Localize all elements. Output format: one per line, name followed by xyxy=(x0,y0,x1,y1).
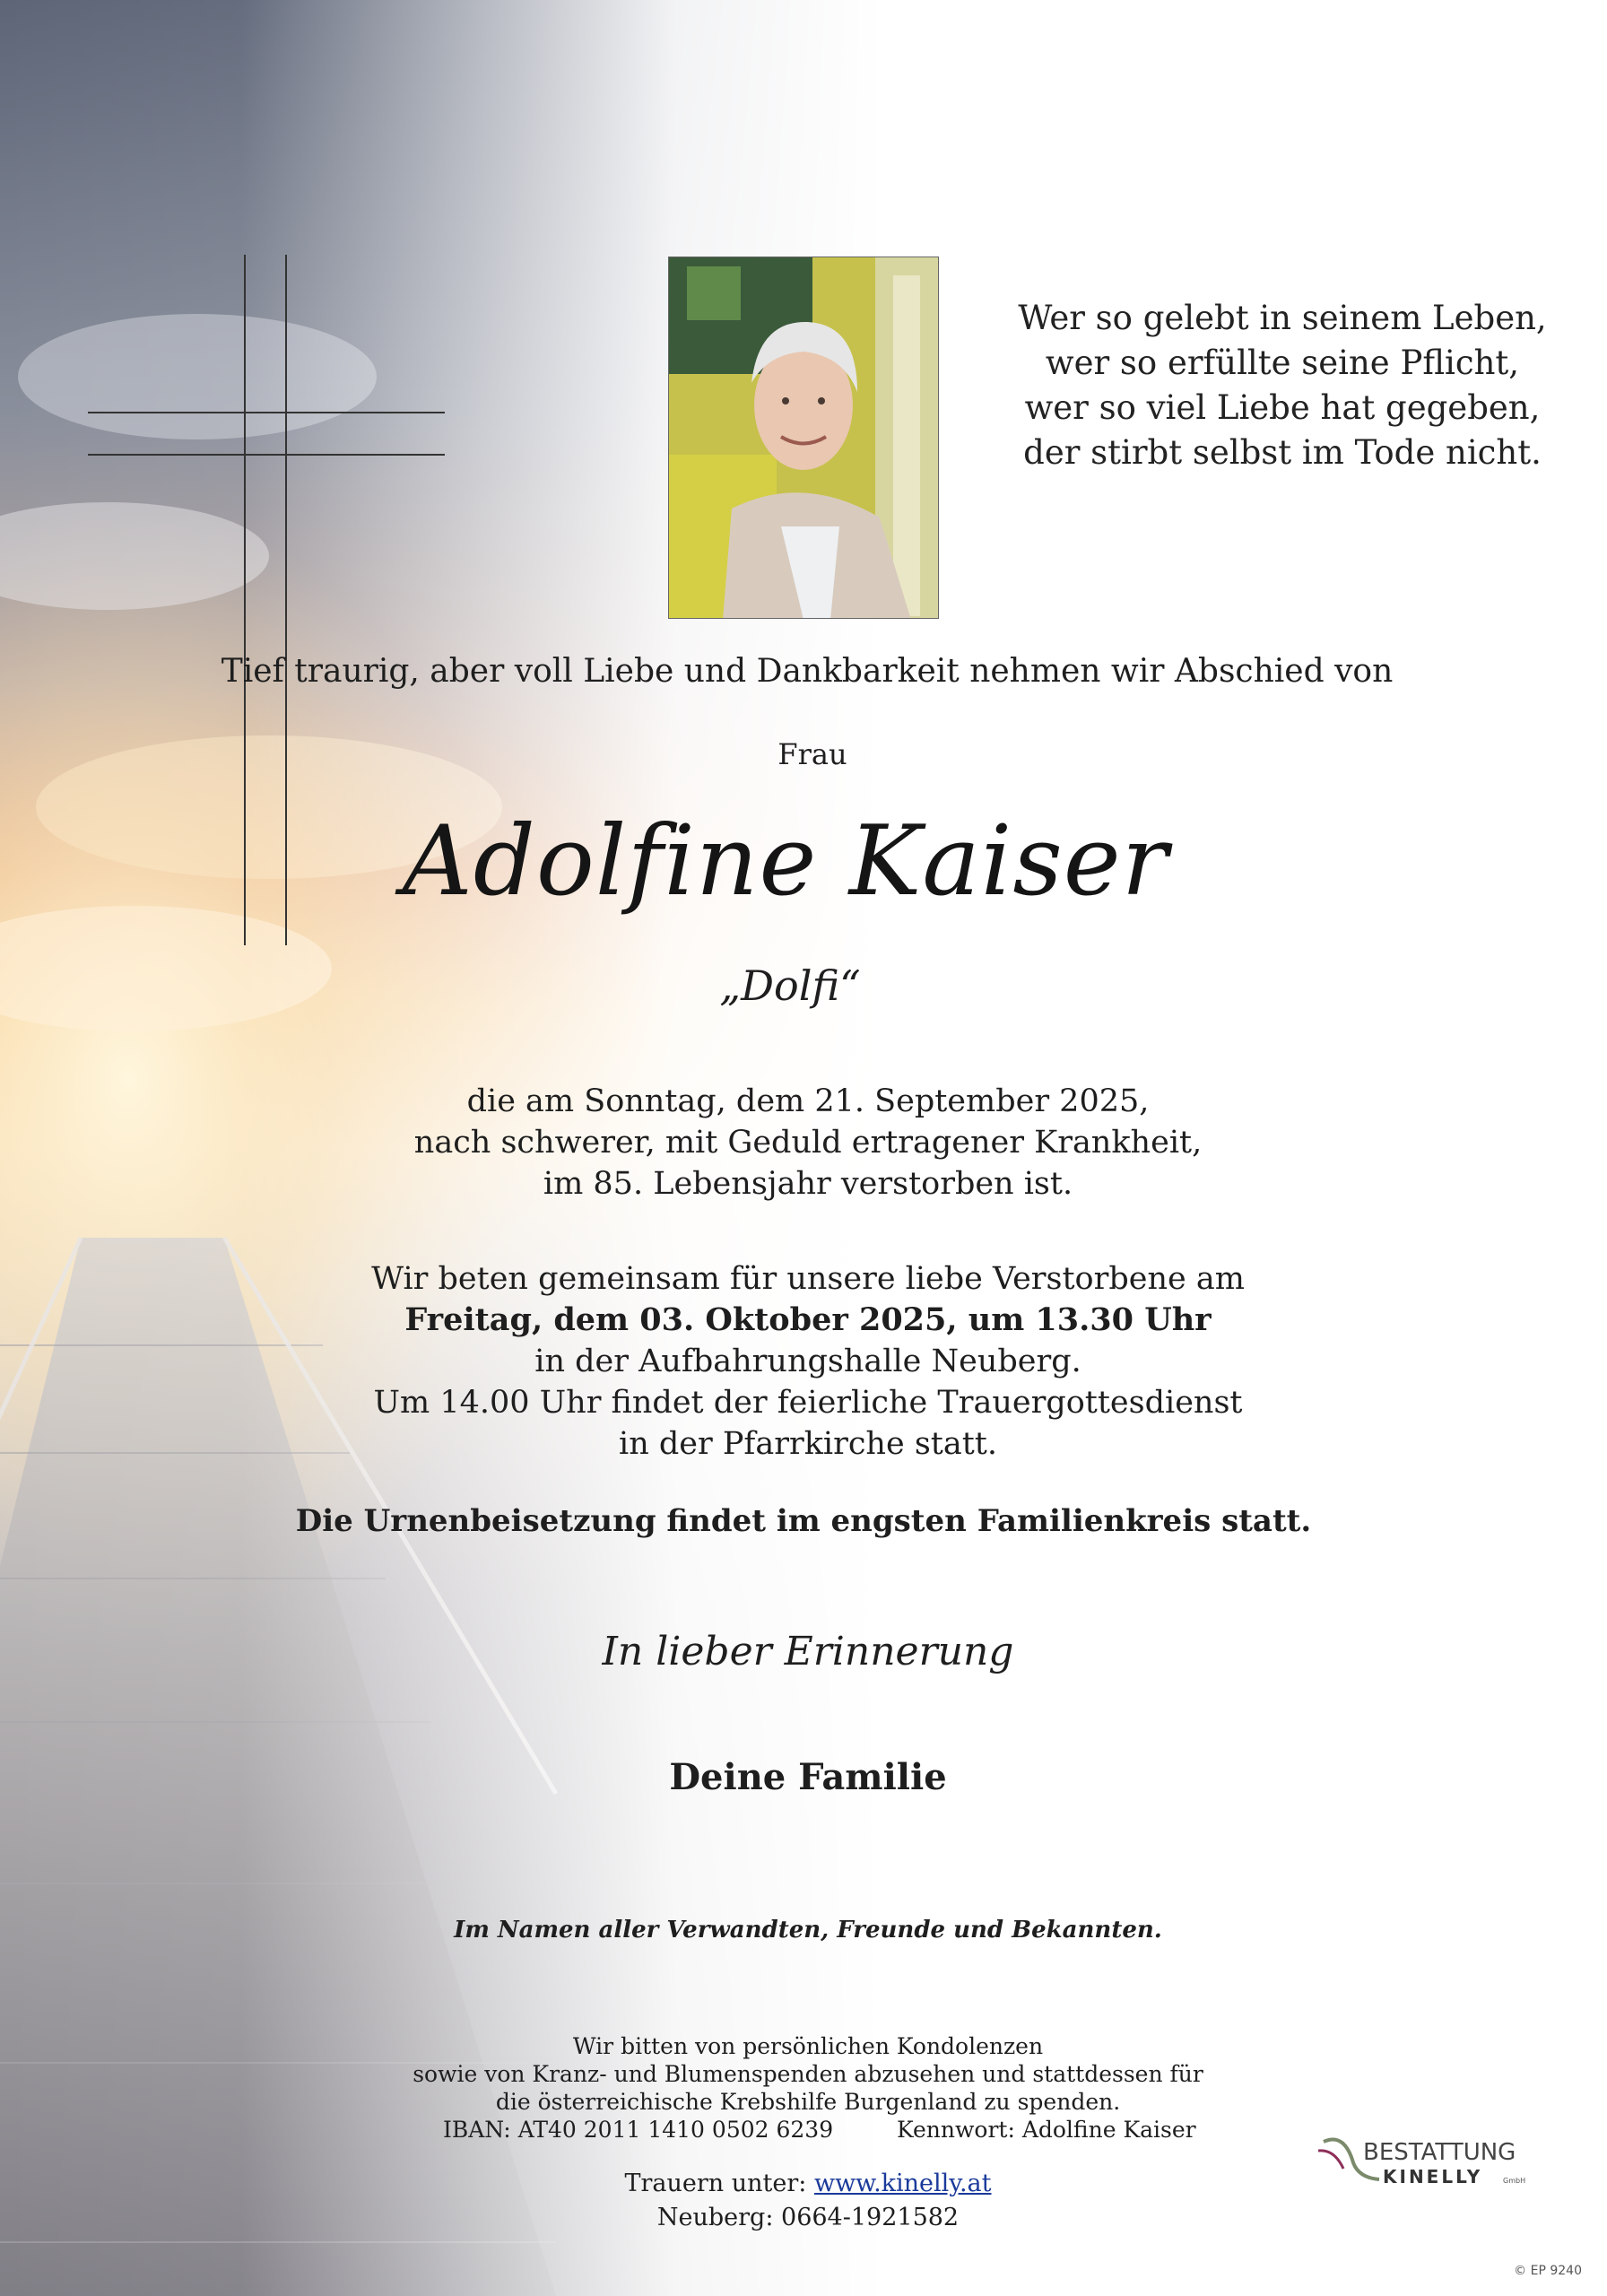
quote-line: wer so viel Liebe hat gegeben, xyxy=(1024,388,1541,427)
portrait-image xyxy=(669,257,939,619)
service-line: Um 14.00 Uhr findet der feierliche Trauergottesdienst xyxy=(373,1385,1243,1421)
quote-line: wer so erfüllte seine Pflicht, xyxy=(1045,344,1520,382)
condolence-label: Trauern unter: xyxy=(624,2170,807,2197)
keyword-text: Kennwort: Adolfine Kaiser xyxy=(897,2117,1196,2143)
family-signature: Deine Familie xyxy=(669,1756,947,1798)
death-line: die am Sonntag, dem 21. September 2025, xyxy=(466,1083,1150,1119)
phone-line: Neuberg: 0664-1921582 xyxy=(656,2204,960,2231)
bestattung-kinelly-logo xyxy=(1316,2124,1550,2196)
portrait-photo xyxy=(668,257,939,619)
quote-line: der stirbt selbst im Tode nicht. xyxy=(1023,433,1542,472)
donation-line: die österreichische Krebshilfe Burgenland zu spenden. xyxy=(495,2089,1121,2115)
memory-line: In lieber Erinnerung xyxy=(602,1629,1014,1674)
salutation: Frau xyxy=(777,737,847,771)
service-info xyxy=(4,1258,1607,1465)
iban-text: IBAN: AT40 2011 1410 0502 6239 xyxy=(443,2117,834,2143)
logo-line1: BESTATTUNG xyxy=(1363,2139,1516,2166)
on-behalf-line: Im Namen aller Verwandten, Freunde und Bekannten. xyxy=(454,1917,1162,1944)
ep-code: © EP 9240 xyxy=(1514,2264,1582,2278)
logo-graphic xyxy=(1316,2124,1550,2196)
service-line: in der Pfarrkirche statt. xyxy=(619,1426,997,1462)
death-notice xyxy=(4,1081,1607,1205)
deceased-name: Adolfine Kaiser xyxy=(402,805,1169,918)
death-line: nach schwerer, mit Geduld ertragener Krankheit, xyxy=(413,1125,1203,1161)
cross-gap-fill xyxy=(246,413,285,454)
death-line: im 85. Lebensjahr verstorben ist. xyxy=(543,1166,1073,1202)
nickname: „Dolfi“ xyxy=(719,961,861,1010)
logo-suffix: GmbH xyxy=(1503,2177,1526,2185)
cross-horizontal-bottom xyxy=(88,454,445,456)
kinelly-link[interactable]: www.kinelly.at xyxy=(813,2170,992,2197)
donation-line: sowie von Kranz- und Blumenspenden abzusehen und stattdessen für xyxy=(413,2061,1203,2087)
intro-text: Tief traurig, aber voll Liebe und Dankbarkeit nehmen wir Abschied von xyxy=(221,653,1394,690)
quote-line: Wer so gelebt in seinem Leben, xyxy=(1018,299,1547,337)
donation-request xyxy=(4,2032,1607,2116)
donation-line: Wir bitten von persönlichen Kondolenzen xyxy=(572,2033,1044,2059)
service-line: Wir beten gemeinsam für unsere liebe Verstorbene am xyxy=(371,1261,1245,1297)
memorial-quote xyxy=(1004,296,1560,475)
service-line: in der Aufbahrungshalle Neuberg. xyxy=(534,1344,1081,1379)
service-date: Freitag, dem 03. Oktober 2025, um 13.30 Uhr xyxy=(404,1301,1212,1338)
logo-line2: KINELLY xyxy=(1383,2166,1483,2187)
burial-notice: Die Urnenbeisetzung findet im engsten Familienkreis statt. xyxy=(295,1503,1312,1539)
